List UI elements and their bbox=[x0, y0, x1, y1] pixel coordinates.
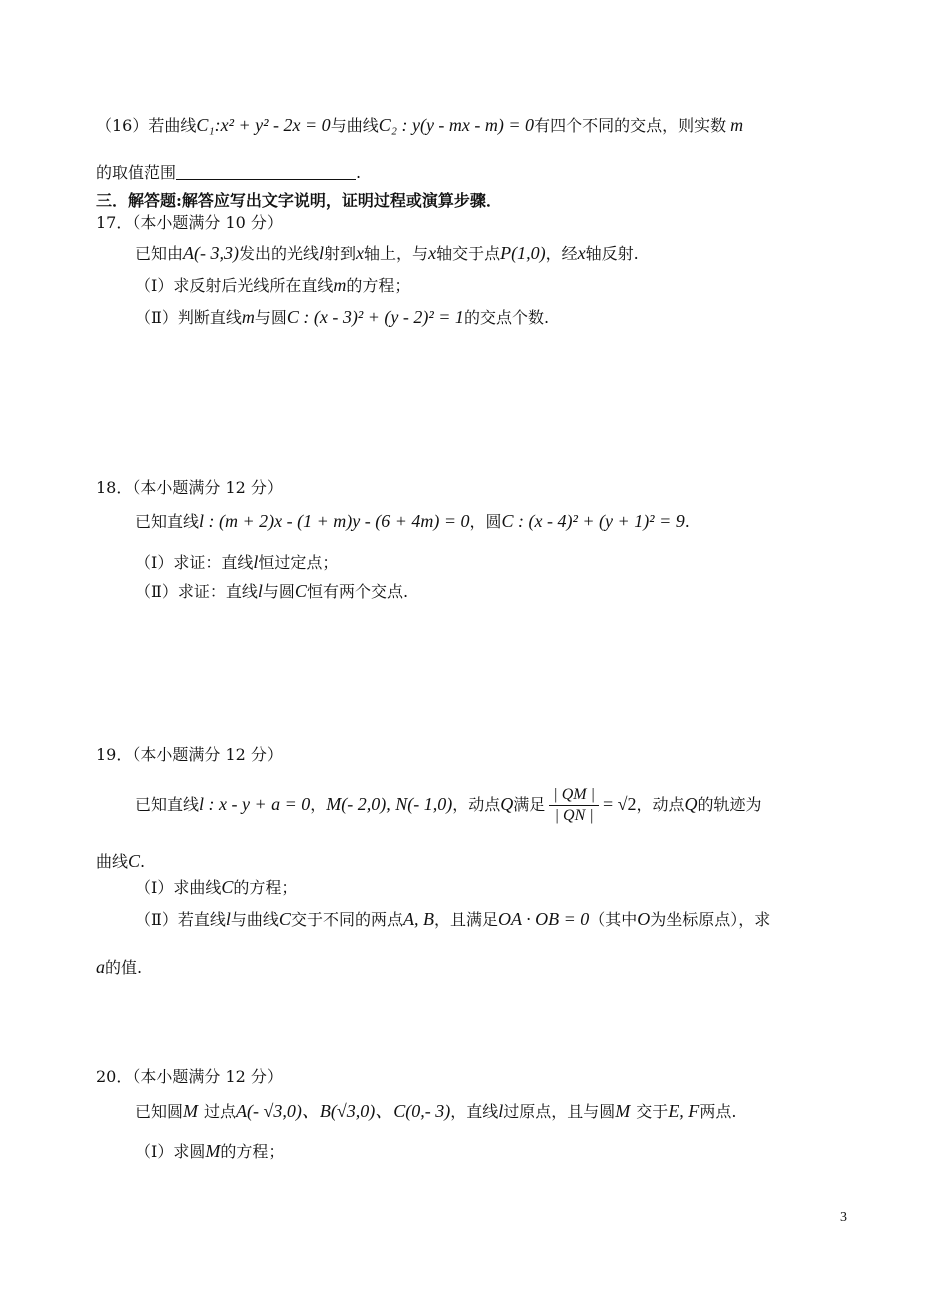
q16-mid: 与曲线 bbox=[330, 116, 379, 135]
q19-var-q: Q bbox=[500, 794, 514, 814]
q16-range-label: 的取值范围 bbox=[96, 163, 177, 182]
q19-text: 为坐标原点），求 bbox=[650, 910, 771, 929]
q19-end: 的值. bbox=[105, 958, 143, 977]
q17-var-x: x bbox=[577, 243, 586, 263]
q17-point-p: P(1,0) bbox=[500, 243, 546, 263]
q16-curve-c1: C₁:x² + y² - 2x = 0 bbox=[196, 115, 331, 135]
q18-number: 18．（本小题满分 12 分） bbox=[96, 478, 283, 497]
q19-text: （其中 bbox=[589, 910, 638, 929]
q19-part-i bbox=[135, 876, 297, 899]
q19-text: ，且满足 bbox=[433, 910, 498, 929]
q18-text: 与圆 bbox=[262, 582, 295, 601]
q18-var-l: l bbox=[253, 552, 259, 572]
q20-var-m: M bbox=[615, 1101, 631, 1121]
q19-ratio-value: = √2 bbox=[602, 794, 637, 814]
q17-stem bbox=[135, 242, 639, 265]
q17-circle-eq: C : (x - 3)² + (y - 2)² = 1 bbox=[286, 307, 464, 327]
q20-part-i-text: （Ⅰ）求圆 bbox=[135, 1142, 206, 1161]
q20-points-ef: E, F bbox=[668, 1101, 700, 1121]
q20-points: A(- √3,0)、B(√3,0)、C(0,- 3) bbox=[236, 1101, 451, 1121]
q17-part-ii-text: （Ⅱ）判断直线 bbox=[135, 308, 242, 327]
q17-part-ii bbox=[135, 306, 549, 329]
q16-suffix: 有四个不同的交点，则实数 bbox=[534, 116, 727, 135]
q18-part-ii-text: （Ⅱ）求证：直线 bbox=[135, 582, 258, 601]
section-3-heading: 三．解答题:解答应写出文字说明，证明过程或演算步骤． bbox=[96, 191, 502, 210]
q19-ratio-fraction bbox=[549, 785, 599, 826]
q17-part-i-end: 的方程； bbox=[346, 276, 411, 295]
q17-part-ii-end: 的交点个数. bbox=[463, 308, 550, 327]
q19-number: 19．（本小题满分 12 分） bbox=[96, 745, 283, 764]
q19-line2 bbox=[96, 850, 145, 873]
q20-text: 交于 bbox=[636, 1102, 669, 1121]
q20-var-m: M bbox=[205, 1141, 221, 1161]
q16-line1 bbox=[96, 114, 743, 137]
q20-text: 两点. bbox=[699, 1102, 737, 1121]
q18-var-l: l bbox=[257, 581, 263, 601]
q19-dot-product: OA · OB = 0 bbox=[497, 909, 590, 929]
q19-part-i-end: 的方程； bbox=[233, 878, 298, 897]
q17-text: 轴交于点 bbox=[436, 244, 501, 263]
q19-line-eq: l : x - y + a = 0 bbox=[199, 794, 311, 814]
q18-text: ，圆 bbox=[469, 512, 502, 531]
q18-circle-eq: C : (x - 4)² + (y + 1)² = 9 bbox=[501, 511, 685, 531]
q20-number: 20．（本小题满分 12 分） bbox=[96, 1067, 283, 1086]
q17-var-m: m bbox=[333, 275, 347, 295]
page-number: 3 bbox=[840, 1210, 847, 1225]
fraction-numerator: | QM | bbox=[549, 785, 599, 806]
q20-var-m: M bbox=[183, 1101, 199, 1121]
q17-var-x: x bbox=[356, 243, 365, 263]
q16-prefix: （16）若曲线 bbox=[96, 116, 197, 135]
q19-text: ， bbox=[310, 795, 327, 814]
q18-part-ii-end: 恒有两个交点. bbox=[306, 582, 409, 601]
q20-var-l: l bbox=[498, 1101, 504, 1121]
q17-part-i bbox=[135, 274, 410, 297]
q17-text: 已知由 bbox=[135, 244, 184, 263]
q19-text: 的轨迹为 bbox=[697, 795, 762, 814]
q20-part-i bbox=[135, 1140, 284, 1163]
q19-end: . bbox=[140, 852, 146, 871]
q19-text: 满足 bbox=[513, 795, 546, 814]
q17-var-l: l bbox=[319, 243, 325, 263]
q17-text: 发出的光线 bbox=[239, 244, 320, 263]
q18-text: 已知直线 bbox=[135, 512, 200, 531]
q17-text: 与圆 bbox=[254, 308, 287, 327]
q17-text: 轴上，与 bbox=[364, 244, 429, 263]
q19-var-c: C bbox=[278, 909, 291, 929]
q19-points-ab: A, B bbox=[402, 909, 434, 929]
q19-text: ，动点 bbox=[452, 795, 501, 814]
q19-stem bbox=[135, 782, 762, 827]
q17-number: 17．（本小题满分 10 分） bbox=[96, 213, 283, 232]
q17-text: ，经 bbox=[545, 244, 578, 263]
q19-text: 与曲线 bbox=[230, 910, 279, 929]
q19-part-ii-cont bbox=[96, 956, 142, 979]
q19-var-c: C bbox=[221, 877, 234, 897]
q20-text: 已知圆 bbox=[135, 1102, 184, 1121]
q20-stem bbox=[135, 1100, 736, 1123]
q18-part-i bbox=[135, 551, 338, 574]
q16-curve-c2: C₂ : y(y - mx - m) = 0 bbox=[378, 115, 535, 135]
q19-var-o: O bbox=[637, 909, 651, 929]
answer-blank bbox=[176, 163, 356, 180]
q17-point-a: A(- 3,3) bbox=[183, 243, 239, 263]
q18-part-i-text: （Ⅰ）求证：直线 bbox=[135, 553, 254, 572]
q19-var-l: l bbox=[225, 909, 231, 929]
q19-text: 已知直线 bbox=[135, 795, 200, 814]
q19-part-i-text: （Ⅰ）求曲线 bbox=[135, 878, 222, 897]
q18-stem bbox=[135, 510, 690, 533]
q18-line-eq: l : (m + 2)x - (1 + m)y - (6 + 4m) = 0 bbox=[199, 511, 470, 531]
q19-text: 曲线 bbox=[96, 852, 129, 871]
q20-text: 过原点，且与圆 bbox=[503, 1102, 616, 1121]
q17-var-x: x bbox=[428, 243, 437, 263]
q19-points-mn: M(- 2,0), N(- 1,0) bbox=[326, 794, 453, 814]
q19-text: ，动点 bbox=[636, 795, 685, 814]
q18-part-ii bbox=[135, 580, 408, 603]
q19-part-ii-text: （Ⅱ）若直线 bbox=[135, 910, 226, 929]
q19-var-a: a bbox=[96, 957, 105, 977]
q16-end: . bbox=[356, 163, 362, 182]
q17-var-m: m bbox=[241, 307, 255, 327]
q19-part-ii bbox=[135, 908, 770, 931]
q20-part-i-end: 的方程； bbox=[220, 1142, 285, 1161]
fraction-denominator: | QN | bbox=[554, 807, 594, 824]
q19-var-q: Q bbox=[684, 794, 698, 814]
q18-end: . bbox=[684, 512, 690, 531]
q19-var-c: C bbox=[128, 851, 141, 871]
q16-line2 bbox=[96, 162, 361, 184]
q18-var-c: C bbox=[294, 581, 307, 601]
q20-text: 过点 bbox=[204, 1102, 237, 1121]
q19-text: 交于不同的两点 bbox=[290, 910, 403, 929]
q17-text: 轴反射. bbox=[585, 244, 639, 263]
q17-text: 射到 bbox=[324, 244, 357, 263]
q18-part-i-end: 恒过定点； bbox=[258, 553, 339, 572]
q17-part-i-text: （Ⅰ）求反射后光线所在直线 bbox=[135, 276, 334, 295]
q20-text: ，直线 bbox=[450, 1102, 499, 1121]
q16-var-m: m bbox=[730, 115, 744, 135]
